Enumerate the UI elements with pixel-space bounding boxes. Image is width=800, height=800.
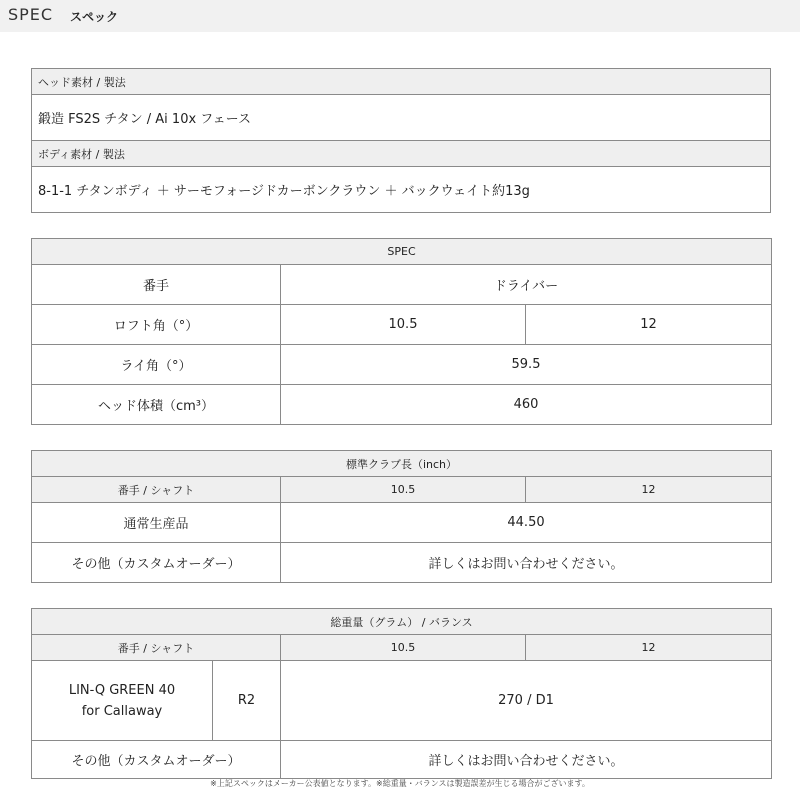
body-material-label: ボディ素材 / 製法 (32, 141, 771, 167)
page-header (0, 0, 800, 32)
length-header-value-2: 12 (526, 477, 772, 503)
head-material-value: 鍛造 FS2S チタン / Ai 10x フェース (32, 95, 771, 141)
length-value-custom: 詳しくはお問い合わせください。 (281, 543, 772, 583)
length-label-standard: 通常生産品 (32, 503, 281, 543)
length-table (31, 450, 772, 583)
weight-shaft-name (32, 661, 213, 741)
length-title: 標準クラブ長（inch） (32, 451, 772, 477)
spec-value-number: ドライバー (281, 265, 772, 305)
spec-value-volume: 460 (281, 385, 772, 425)
body-material-value: 8-1-1 チタンボディ ＋ サーモフォージドカーボンクラウン ＋ バックウェイト約13g (32, 167, 771, 213)
weight-table (31, 608, 772, 779)
weight-header-value-2: 12 (526, 635, 772, 661)
materials-table (31, 68, 771, 213)
header-title-ja: スペック (70, 10, 119, 24)
weight-header-label: 番手 / シャフト (32, 635, 281, 661)
weight-shaft-name-line1: LIN-Q GREEN 40 (68, 682, 176, 698)
weight-shaft-name-line2: for Callaway (81, 703, 163, 719)
spec-title: SPEC (32, 239, 772, 265)
weight-header-value-1: 10.5 (281, 635, 526, 661)
head-material-label: ヘッド素材 / 製法 (32, 69, 771, 95)
spec-value-lie: 59.5 (281, 345, 772, 385)
length-header-label: 番手 / シャフト (32, 477, 281, 503)
weight-shaft-value: 270 / D1 (281, 661, 772, 741)
spec-label-volume: ヘッド体積（cm³） (32, 385, 281, 425)
weight-value-custom: 詳しくはお問い合わせください。 (281, 741, 772, 779)
spec-table (31, 238, 772, 425)
spec-label-loft: ロフト角（°） (32, 305, 281, 345)
spec-value-loft-1: 10.5 (281, 305, 526, 345)
length-label-custom: その他（カスタムオーダー） (32, 543, 281, 583)
weight-title: 総重量（グラム） / バランス (32, 609, 772, 635)
length-value-standard: 44.50 (281, 503, 772, 543)
weight-shaft-flex: R2 (213, 661, 281, 741)
weight-label-custom: その他（カスタムオーダー） (32, 741, 281, 779)
length-header-value-1: 10.5 (281, 477, 526, 503)
footnote: ※上記スペックはメーカー公表値となります。※総重量・バランスは製造誤差が生じる場合がございます。 (210, 779, 590, 788)
spec-label-lie: ライ角（°） (32, 345, 281, 385)
header-title-en: SPEC (8, 5, 54, 24)
spec-value-loft-2: 12 (526, 305, 772, 345)
spec-label-number: 番手 (32, 265, 281, 305)
